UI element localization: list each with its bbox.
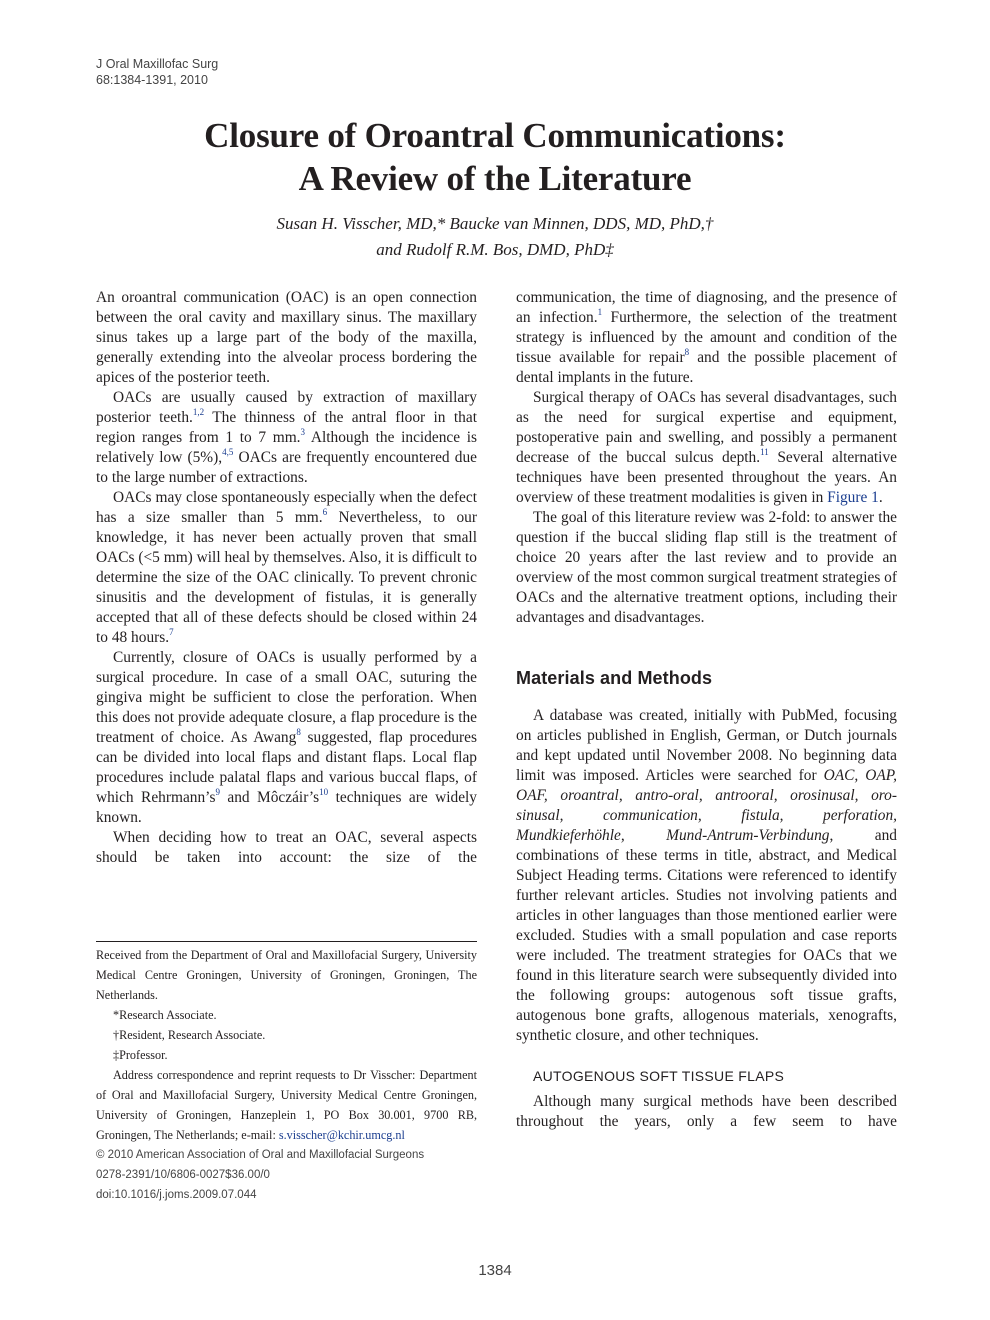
- text-run: OACs are usually caused by extraction of maxillary posterior teeth.: [96, 389, 477, 426]
- text-run: Nevertheless, to our knowledge, it has never been actually proven that small OACs (<5 mm) will heal by themselves. Also, it is difficult to determine the size of the OAC clinically. To prevent chronic sinusitis and the development of fistulas, it is generally accepted that all of these defects should be closed within 24 to 48 hours.: [96, 509, 477, 646]
- page-number: 1384: [478, 1262, 512, 1279]
- citation-ref[interactable]: 4,5: [222, 447, 234, 457]
- email-link[interactable]: s.visscher@kchir.umcg.nl: [278, 1128, 405, 1142]
- text-run: techniques are widely known.: [96, 789, 477, 826]
- footnote-divider: [96, 941, 477, 942]
- paragraph-surgical-closure: [96, 648, 477, 828]
- footnote-professor: ‡Professor.: [113, 1048, 168, 1062]
- text-run: and Môczáir’s: [219, 789, 320, 806]
- section-heading-materials-methods: Materials and Methods: [516, 668, 713, 688]
- paragraph-methods: [516, 706, 897, 1046]
- search-terms: OAC, OAP, OAF, oroantral, antro-oral, antrooral, orosinusal, oro-sinusal, communication, fistula, perforation, Mundkieferhöhle, Mund-Antrum-Verbindung: [516, 767, 897, 844]
- paragraph-goal: The goal of this literature review was 2-fold: to answer the question if the buccal sliding flap still is the treatment of choice 20 years after the last review and to provide an overview of the most common surgical treatment strategies of OACs and the alternative treatment options, including their advantages and disadvantages.: [516, 509, 897, 626]
- text-run: The thinness of the antral floor in that region ranges from 1 to 7 mm.: [96, 409, 477, 446]
- address-text: Address correspondence and reprint requests to Dr Visscher: Department of Oral and Maxillofacial Surgery, University Medical Centre Groningen, University of Groningen, Hanzeplein 1, PO Box 30.001, 9700 RB, Groningen, The Netherlands; e-mail:: [96, 1068, 477, 1142]
- paragraph-disadvantages: [516, 388, 897, 508]
- footnote-address: [96, 1065, 477, 1145]
- text-run: Although the incidence is relatively low (5%),: [96, 429, 477, 466]
- paragraph-treatment-aspects-end: [516, 288, 897, 388]
- text-run: Currently, closure of OACs is usually performed by a surgical procedure. In case of a small OAC, suturing the gingiva might be sufficient to close the perforation. When this does not provide adequate closure, a flap procedure is the treatment of choice. As Awang: [96, 649, 477, 746]
- citation-ref[interactable]: 8: [296, 727, 301, 737]
- citation-ref[interactable]: 1: [597, 307, 603, 317]
- paragraph-causes: [96, 388, 477, 488]
- text-run: OACs are frequently encountered due to the large number of extractions.: [96, 449, 477, 486]
- citation-ref[interactable]: 6: [322, 507, 328, 517]
- paragraph-soft-tissue-flaps: Although many surgical methods have been described throughout the years, only a few seem to have: [516, 1093, 897, 1130]
- authors-line-1: Susan H. Visscher, MD,* Baucke van Minnen, DDS, MD, PhD,†: [276, 214, 714, 233]
- journal-name: J Oral Maxillofac Surg: [96, 57, 219, 71]
- text-run: and the possible placement of dental implants in the future.: [516, 349, 897, 386]
- footnotes: [96, 945, 477, 1205]
- footnote-resident: †Resident, Research Associate.: [113, 1028, 266, 1042]
- title-line-2: A Review of the Literature: [298, 159, 692, 198]
- doi-line: doi:10.1016/j.joms.2009.07.044: [96, 1189, 257, 1201]
- journal-volume: 68:1384-1391, 2010: [96, 73, 208, 87]
- text-run: communication, the time of diagnosing, and the presence of an infection.: [516, 289, 897, 326]
- title-line-1: Closure of Oroantral Communications:: [204, 116, 786, 155]
- article-title: [0, 114, 990, 200]
- paragraph-spontaneous-closure: [96, 488, 477, 648]
- left-column: [96, 288, 477, 868]
- issn-line: 0278-2391/10/6806-0027$36.00/0: [96, 1169, 270, 1181]
- text-run: suggested, flap procedures can be divided into local flaps and distant flaps. Local flap procedures include palatal flaps and various buccal flaps, of which Rehrmann’s: [96, 729, 477, 806]
- figure-1-link[interactable]: Figure 1: [827, 489, 879, 506]
- text-run: Furthermore, the selection of the treatment strategy is influenced by the amount and condition of the tissue available for repair: [516, 309, 897, 366]
- text-run: Surgical therapy of OACs has several disadvantages, such as the need for surgical expertise and equipment, postoperative pain and swelling, and possibly a permanent decrease of the buccal sulcus depth.: [516, 389, 897, 466]
- footnote-received: Received from the Department of Oral and Maxillofacial Surgery, University Medical Centre Groningen, University of Groningen, Groningen, The Netherlands.: [96, 948, 477, 1002]
- citation-ref[interactable]: 11: [760, 447, 769, 457]
- right-column: [516, 288, 897, 1132]
- author-list: [0, 211, 990, 263]
- citation-ref[interactable]: 7: [169, 627, 174, 637]
- authors-line-2: and Rudolf R.M. Bos, DMD, PhD‡: [376, 240, 614, 259]
- text-run: OACs may close spontaneously especially when the defect has a size smaller than 5 mm.: [96, 489, 477, 526]
- text-run: A database was created, initially with PubMed, focusing on articles published in English, German, or Dutch journals and kept updated until November 2008. No beginning data limit was imposed. Articles were searched for: [516, 707, 897, 784]
- copyright-line: © 2010 American Association of Oral and Maxillofacial Surgeons: [96, 1149, 425, 1161]
- text-run: , and combinations of these terms in title, abstract, and Medical Subject Heading terms. Citations were referenced to identify further relevant articles. Studies not involving patients and articles in other languages than those mentioned earlier were excluded. Studies with a small population and case reports were included. The treatment strategies for OACs that we found in this literature search were subsequently divided into the following groups: autogenous soft tissue grafts, autogenous bone grafts, allogenous materials, xenografts, synthetic closure, and other techniques.: [516, 827, 898, 1044]
- citation-ref[interactable]: 10: [319, 787, 329, 797]
- subsection-heading-soft-tissue-flaps: AUTOGENOUS SOFT TISSUE FLAPS: [533, 1068, 785, 1084]
- paragraph-intro: An oroantral communication (OAC) is an open connection between the oral cavity and maxillary sinus. The maxillary sinus takes up a large part of the body of the maxilla, generally extending into the alveolar process bordering the apices of the posterior teeth.: [96, 289, 477, 386]
- citation-ref[interactable]: 1,2: [192, 407, 205, 417]
- paragraph-treatment-aspects-start: When deciding how to treat an OAC, several aspects should be taken into account: the size of the: [96, 829, 477, 866]
- footnote-research-associate: *Research Associate.: [113, 1008, 217, 1022]
- citation-ref[interactable]: 9: [215, 787, 220, 797]
- text-run: .: [878, 489, 883, 506]
- text-run: Several alternative techniques have been presented throughout the years. An overview of these treatment modalities is given in: [516, 449, 897, 506]
- journal-citation: [96, 56, 218, 88]
- citation-ref[interactable]: 3: [300, 427, 306, 437]
- citation-ref[interactable]: 8: [684, 347, 690, 357]
